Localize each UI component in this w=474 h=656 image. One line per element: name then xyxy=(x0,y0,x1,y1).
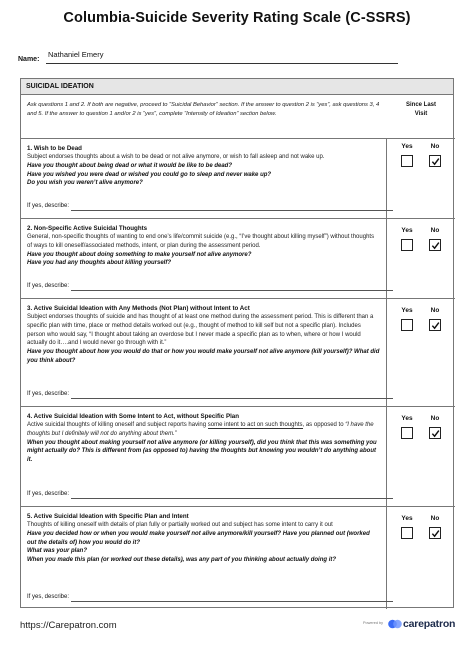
item-1-section xyxy=(21,139,455,219)
check-mark-icon xyxy=(431,429,440,438)
yes-label: Yes xyxy=(401,415,413,422)
item-5-answer xyxy=(391,515,453,555)
item-1-answer xyxy=(391,143,453,183)
item-3-section xyxy=(21,299,455,407)
item-1-question-1: Have you thought about being dead or what it would be like to be dead? xyxy=(27,162,233,169)
visit-label: Visit xyxy=(414,111,428,117)
item-2-question-2: Have you had any thoughts about killing yourself? xyxy=(27,260,172,267)
no-label: No xyxy=(430,227,440,234)
since-last-visit-header xyxy=(387,101,455,119)
item-3-answer xyxy=(391,307,453,347)
item-4-desc-quote: “I have the thoughts but I definitely will not do anything about them.” xyxy=(27,422,374,437)
yes-label: Yes xyxy=(401,143,413,150)
item-5-content xyxy=(21,507,387,609)
powered-by-label: Powered by xyxy=(363,621,384,625)
item-4-content xyxy=(21,407,387,506)
item-4-yes-checkbox[interactable] xyxy=(401,427,413,439)
item-3-describe-field[interactable] xyxy=(71,398,393,399)
item-5-question-3: When you made this plan (or worked out these details), was any part of you thinking about actually doing it? xyxy=(27,557,337,564)
no-label: No xyxy=(430,307,440,314)
item-1-content xyxy=(21,139,387,218)
check-mark-icon xyxy=(431,321,440,330)
name-label: Name: xyxy=(18,56,40,63)
ideation-form xyxy=(20,78,454,608)
item-4-describe xyxy=(27,491,379,500)
item-1-describe xyxy=(27,203,379,212)
check-mark-icon xyxy=(431,529,440,538)
item-5-describe-field[interactable] xyxy=(71,601,393,602)
item-2-describe xyxy=(27,283,379,292)
item-4-title: 4. Active Suicidal Ideation with Some Intent to Act, without Specific Plan xyxy=(27,413,240,420)
since-last-label: Since Last xyxy=(405,102,436,108)
describe-label: If yes, describe: xyxy=(27,491,70,497)
item-3-no-checkbox[interactable] xyxy=(429,319,441,331)
item-5-yes-checkbox[interactable] xyxy=(401,527,413,539)
check-mark-icon xyxy=(431,157,440,166)
item-4-question-1: When you thought about making yourself not alive anymore (or killing yourself), did you think that this was something you might actually do? This is different from (as opposed to) having the thoughts but knowing you wouldn’t do anything about it. xyxy=(27,439,377,464)
item-3-description: Subject endorses thoughts of suicide and has thought of at least one method during the assessment period. This is different than a specific plan with time, place or method details worked out (e.g., thought of method to kill self but not a specific plan). Includes person who would say, “I thought about taking an overdose but I never made a specific plan as to when, where or how I would actually do it….and I would never go through with it.” xyxy=(27,314,374,347)
item-3-describe xyxy=(27,391,379,400)
item-2-describe-field[interactable] xyxy=(71,290,393,291)
item-5-description: Thoughts of killing oneself with details of plan fully or partially worked out and subject has some intent to carry it out xyxy=(27,522,333,528)
item-1-question-3: Do you wish you weren’t alive anymore? xyxy=(27,180,143,187)
item-5-no-checkbox[interactable] xyxy=(429,527,441,539)
yes-label: Yes xyxy=(401,307,413,314)
item-4-no-checkbox[interactable] xyxy=(429,427,441,439)
brand-name: carepatron xyxy=(403,618,456,630)
name-row xyxy=(18,50,378,66)
item-2-no-checkbox[interactable] xyxy=(429,239,441,251)
yes-label: Yes xyxy=(401,515,413,522)
item-4-desc-underlined: some intent to act on such thoughts xyxy=(207,422,303,428)
page-title: Columbia-Suicide Severity Rating Scale (C-SSRS) xyxy=(63,10,411,26)
describe-label: If yes, describe: xyxy=(27,283,70,289)
item-4-describe-field[interactable] xyxy=(71,498,393,499)
item-3-content xyxy=(21,299,387,406)
item-5-title: 5. Active Suicidal Ideation with Specific Plan and Intent xyxy=(27,513,189,520)
item-5-section xyxy=(21,507,455,609)
item-4-desc-middle: , as opposed to xyxy=(302,422,346,428)
item-1-description: Subject endorses thoughts about a wish to be dead or not alive anymore, or wish to fall asleep and not wake up. xyxy=(27,154,325,160)
item-1-title: 1. Wish to be Dead xyxy=(27,145,82,152)
name-field[interactable]: Nathaniel Emery xyxy=(48,50,104,59)
item-2-description: General, non-specific thoughts of wanting to end one’s life/commit suicide (e.g., “I’ve thought about killing myself”) without thoughts of ways to kill oneself/associated methods, intent, or plan during the assessment period. xyxy=(27,234,375,249)
item-4-desc-start: Active suicidal thoughts of killing oneself and subject reports having xyxy=(27,422,208,428)
no-label: No xyxy=(430,143,440,150)
yes-label: Yes xyxy=(401,227,413,234)
carepatron-link[interactable]: https://Carepatron.com xyxy=(20,620,117,631)
no-label: No xyxy=(430,515,440,522)
item-1-yes-checkbox[interactable] xyxy=(401,155,413,167)
check-mark-icon xyxy=(431,241,440,250)
item-2-yes-checkbox[interactable] xyxy=(401,239,413,251)
item-5-question-1: Have you decided how or when you would make yourself not alive anymore/kill yourself? Have you planned out (worked out the details of) how you would do it? xyxy=(27,530,370,546)
item-1-describe-field[interactable] xyxy=(71,210,393,211)
intro-row xyxy=(21,95,455,139)
item-5-question-2: What was your plan? xyxy=(27,548,88,555)
item-2-answer xyxy=(391,227,453,267)
item-2-section xyxy=(21,219,455,299)
intro-instructions: Ask questions 1 and 2. If both are negative, proceed to “Suicidal Behavior” section. If the answer to question 2 is “yes”, ask questions 3, 4 and 5. If the answer to question 1 and/or 2 is “yes”, complete “Intensity of Ideation” section below. xyxy=(27,102,380,117)
item-2-content xyxy=(21,219,387,298)
describe-label: If yes, describe: xyxy=(27,594,70,600)
no-label: No xyxy=(430,415,440,422)
carepatron-logo-icon xyxy=(388,618,402,630)
brand-logo[interactable] xyxy=(388,616,458,632)
item-3-yes-checkbox[interactable] xyxy=(401,319,413,331)
section-header: SUICIDAL IDEATION xyxy=(21,79,453,95)
describe-label: If yes, describe: xyxy=(27,391,70,397)
item-2-question-1: Have you thought about doing something to make yourself not alive anymore? xyxy=(27,251,252,258)
item-4-description xyxy=(27,421,380,439)
item-2-title: 2. Non-Specific Active Suicidal Thoughts xyxy=(27,225,148,232)
item-4-section xyxy=(21,407,455,507)
describe-label: If yes, describe: xyxy=(27,203,70,209)
item-5-describe xyxy=(27,594,379,603)
item-1-no-checkbox[interactable] xyxy=(429,155,441,167)
item-3-question-1: Have you thought about how you would do that or how you would make yourself not alive anymore (kill yourself)? What did you think about? xyxy=(27,349,380,364)
name-underline xyxy=(46,63,398,64)
item-1-question-2: Have you wished you were dead or wished you could go to sleep and never wake up? xyxy=(27,171,272,178)
item-4-answer xyxy=(391,415,453,455)
item-3-title: 3. Active Suicidal Ideation with Any Methods (Not Plan) without Intent to Act xyxy=(27,305,250,312)
